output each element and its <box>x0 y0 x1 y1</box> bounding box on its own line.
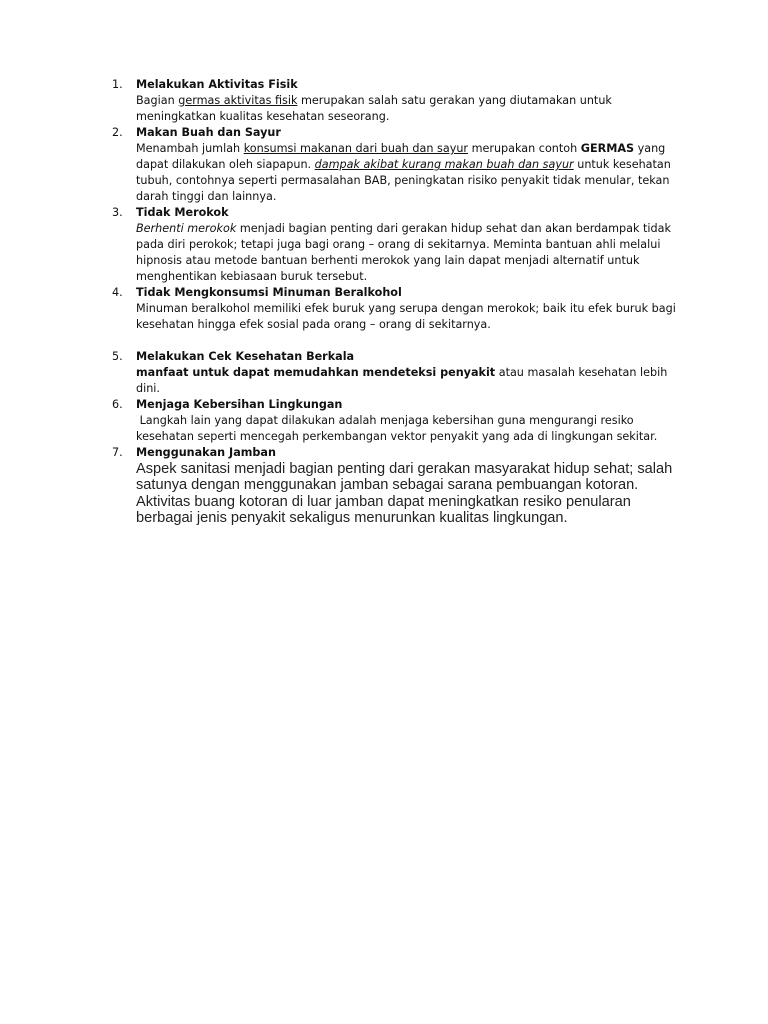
list-item <box>108 77 688 125</box>
body-text: Menambah jumlah <box>136 142 244 155</box>
italic-underlined-text: dampak akibat kurang makan buah dan sayur <box>314 158 574 171</box>
item-number: 1. <box>112 78 123 91</box>
underlined-text: konsumsi makanan dari buah dan sayur <box>243 142 469 155</box>
list-item <box>108 205 688 285</box>
list-item <box>108 397 688 445</box>
item-title: Makan Buah dan Sayur <box>136 126 281 139</box>
underlined-text: germas aktivitas fisik <box>178 94 298 107</box>
item-title: Menggunakan Jamban <box>136 446 276 459</box>
body-text: Bagian <box>136 94 179 107</box>
body-text: menjadi bagian penting dari gerakan hidup sehat dan akan berdampak tidak pada diri perokok; tetapi juga bagi orang – orang di sekitarnya. Meminta bantuan ahli melalui hipnosis atau metode bantuan berhenti merokok yang lain dapat menjadi alternatif untuk menghentikan kebiasaan buruk tersebut. <box>136 222 671 283</box>
numbered-list <box>108 77 688 527</box>
item-title: Melakukan Cek Kesehatan Berkala <box>136 350 355 363</box>
list-item <box>108 445 688 527</box>
item-number: 7. <box>112 446 123 459</box>
body-text: Minuman beralkohol memiliki efek buruk yang serupa dengan merokok; baik itu efek buruk bagi kesehatan hingga efek sosial pada orang – orang di sekitarnya. <box>136 302 676 331</box>
item-body <box>136 93 688 125</box>
bold-text: manfaat untuk dapat memudahkan mendeteksi penyakit <box>136 366 496 379</box>
body-text: atau masalah kesehatan lebih dini. <box>136 366 668 395</box>
body-text: merupakan contoh <box>468 142 581 155</box>
italic-text: Berhenti merokok <box>136 222 237 235</box>
item-title: Tidak Merokok <box>136 206 229 219</box>
item-number: 6. <box>112 398 123 411</box>
body-text: Langkah lain yang dapat dilakukan adalah menjaga kebersihan guna mengurangi resiko kesehatan seperti mencegah perkembangan vektor penyakit yang ada di lingkungan sekitar. <box>136 414 658 443</box>
bold-text: GERMAS <box>580 142 635 155</box>
item-body-large: Aspek sanitasi menjadi bagian penting dari gerakan masyarakat hidup sehat; salah satunya dengan menggunakan jamban sebagai sarana pembuangan kotoran. Aktivitas buang kotoran di luar jamban dapat meningkatkan resiko penularan berbagai jenis penyakit sekaligus menurunkan kualitas lingkungan. <box>136 461 673 527</box>
body-text: merupakan salah satu gerakan yang diutamakan untuk meningkatkan kualitas kesehatan seseorang. <box>136 94 612 123</box>
item-number: 4. <box>112 286 123 299</box>
item-body <box>136 365 688 397</box>
item-number: 5. <box>112 350 123 363</box>
item-body <box>136 301 688 333</box>
body-text: untuk kesehatan tubuh, contohnya seperti permasalahan BAB, peningkatan risiko penyakit tidak menular, tekan darah tinggi dan lainnya. <box>136 158 671 203</box>
item-number: 3. <box>112 206 123 219</box>
item-body <box>136 141 688 205</box>
item-title: Menjaga Kebersihan Lingkungan <box>136 398 343 411</box>
item-number: 2. <box>112 126 123 139</box>
item-title: Melakukan Aktivitas Fisik <box>136 78 298 91</box>
item-body <box>136 413 688 445</box>
list-item <box>108 125 688 205</box>
item-title: Tidak Mengkonsumsi Minuman Beralkohol <box>136 286 402 299</box>
blank-line <box>136 333 688 349</box>
list-item <box>108 349 688 397</box>
body-text: yang dapat dilakukan oleh siapapun. <box>136 142 666 171</box>
item-body <box>136 221 688 285</box>
list-item <box>108 285 688 349</box>
